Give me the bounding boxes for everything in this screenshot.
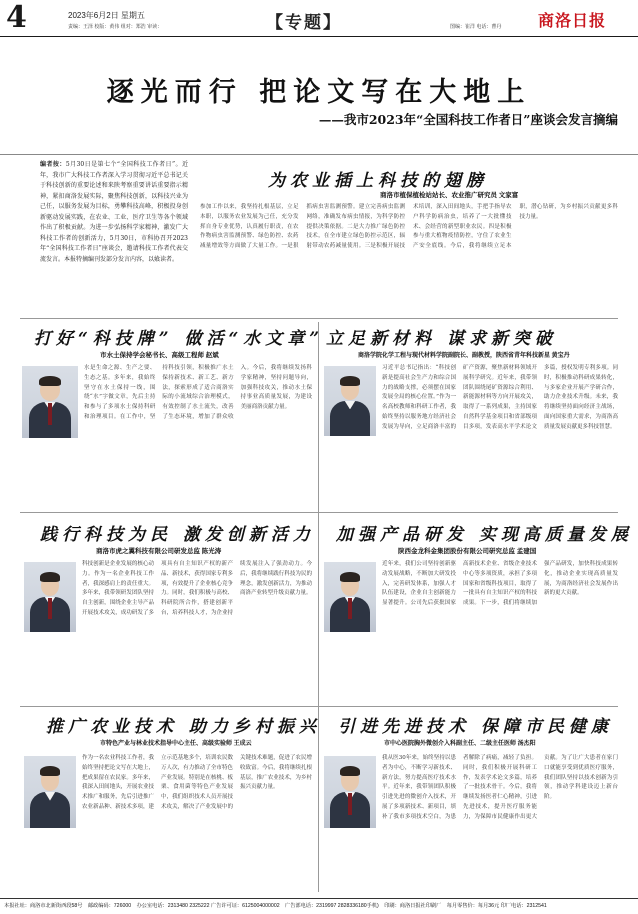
- article-byline: 市水土保持学会秘书长、高级工程师 赵斌: [100, 352, 219, 359]
- article-body: 习近平总书记指出：“科技创新是提高社会生产力和综合国力的战略支撑，必须摆在国家发展全局的核心位置。”作为一名高校教师和科研工作者，我始终坚持以服务地方经济社会发展为导向，立足商洛丰富的矿产资源，聚焦新材料领域开展科学研究。近年来，我带领团队围绕尾矿资源综合利用、新能源材料等方向开展攻关，取得了一系列成果，主持国家自然科学基金项目和省部级项目多项，发表高水平学术论文多篇，授权发明专利多项。同时，积极推动科研成果转化，与多家企业开展产学研合作，助力企业技术升级。未来，我将继续坚持面向经济主战场，面向国家重大需求，为商洛高质量发展贡献更多科技智慧。: [382, 365, 618, 430]
- article-byline: 陕西金龙科金集团股份有限公司研究总监 孟建国: [398, 548, 537, 555]
- footer-ad-phone: 广告部电话：2319997 2828336180手机): [285, 903, 379, 909]
- author-photo: [324, 562, 376, 632]
- page-footer: [0, 898, 638, 914]
- footer-price: 每月零售价：每月36元 印厂电话：2312541: [446, 903, 547, 909]
- article-body: 参加工作以来，我坚持扎根基层，立足本职，以服务农业发展为己任，充分发挥自身专业优势，认真履行职责，在农作物病虫害监测预警、绿色防控、农药减量增效等方面做了大量工作。一是狠抓病虫害监测预警。建立完善病虫监测网络，准确发布病虫情报，为科学防控提供决策依据。二是大力推广绿色防控技术，在全市建立绿色防控示范区，辐射带动农药减量使用。三是积极开展技术培训，深入田间地头，手把手指导农户科学防病治虫，培养了一大批懂技术、会经营的新型职业农民。四是积极参与重大植物疫情防控，守住了农业生产安全底线。今后，我将继续立足本职，潜心钻研，为乡村振兴贡献更多科技力量。: [200, 204, 618, 250]
- editor-note-text: 5月30日是第七个“全国科技工作者日”。近年，我市广大科技工作者深入学习贯彻习近平总书记关于科技创新的重要论述和来陕考察重要讲话重要指示精神，紧扣商洛发展实际，聚焦科技创新，以科技兴业为己任，以服务发展为目标，勇攀科技高峰，积极投身创新驱动发展实践，在农业、工业、医疗卫生等各个领域作出了积极贡献。为进一步弘扬科学家精神，激发广大科技工作者的创新活力，5月30日，市科协召开2023年“全国科技工作者日”座谈会，邀请科技工作者代表交流发言。本报特摘编刊发部分发言内容，以飨读者。: [40, 161, 188, 263]
- article-headline: 引进先进技术 保障市民健康: [338, 717, 613, 737]
- article-byline: 市特色产业与林业技术指导中心主任、高级实验师 王成云: [100, 741, 252, 747]
- page-title: 逐光而行 把论文写在大地上: [106, 77, 532, 108]
- author-photo: [24, 756, 76, 828]
- banner-divider: [0, 154, 638, 155]
- page-header: [0, 0, 638, 37]
- author-photo: [324, 756, 376, 828]
- article-headline: 立足新材料 谋求新突破: [326, 329, 557, 349]
- author-photo: [22, 366, 78, 438]
- article-byline: 市中心医院胸外微创介入科副主任、二级主任医师 汤杰阳: [384, 741, 536, 747]
- article-headline: 推广农业技术 助力乡村振兴: [46, 717, 321, 737]
- page-subtitle: ——我市2023年“全国科技工作者日”座谈会发言摘编: [318, 112, 618, 127]
- article-headline: 为农业插上科技的翅膀: [268, 171, 488, 191]
- author-photo: [324, 366, 376, 436]
- issue-date: 2023年6月2日 星期五: [68, 11, 145, 20]
- staff-credits-right: 图编：崔洋 电话：曹丹: [450, 24, 502, 30]
- article-body: 近年来，我们公司坚持创新驱动发展战略，不断加大研发投入，完善研发体系，加强人才队伍建设，企业自主创新能力显著提升。公司先后获批国家高新技术企业、省级企业技术中心等多项资质，承担了多项国家和省级科技项目，取得了一批具有自主知识产权的科技成果。下一步，我们将继续加强产品研发，加快科技成果转化，推动企业实现高质量发展，为商洛经济社会发展作出新的更大贡献。: [382, 561, 618, 607]
- footer-address: 本报社址：商洛市北新街西段58号: [4, 903, 83, 909]
- editor-note: [40, 160, 188, 312]
- newspaper-logo: 商洛日报: [538, 11, 607, 30]
- footer-printer: 印刷：商洛日报社印刷厂: [384, 903, 442, 909]
- article-body: 我从医30年来，始终坚持以患者为中心，不断学习新技术、新方法，努力提高医疗技术水平。近年来，我带领团队积极引进先进的微创介入技术，开展了多项新技术、新项目，填补了我市多项技术空白，为患者解除了病痛，减轻了负担。同时，我们积极开展科研工作，发表学术论文多篇，培养了一批技术骨干。今后，我将继续发扬医者仁心精神，引进先进技术，提升医疗服务能力，为保障市民健康作出更大贡献。为了让广大患者在家门口就能享受到优质医疗服务，我们团队坚持以技术创新为引领，推动学科建设迈上新台阶。: [382, 755, 618, 820]
- footer-phones: 办公室电话：2313480 2325222 广告许可证：6125004000002: [136, 903, 280, 909]
- section-divider: [20, 318, 618, 319]
- article-body: 科技创新是企业发展的核心动力。作为一名企业科技工作者，我深感肩上的责任重大。多年来，我带领研发团队坚持自主创新，围绕企业主导产品开展技术攻关，成功研发了多项具有自主知识产权的新产品、新技术，获得国家专利多项，有效提升了企业核心竞争力。同时，我们积极与高校、科研院所合作，搭建创新平台，培养科技人才，为企业持续发展注入了强劲动力。今后，我将继续践行科技为民的理念，激发创新活力，为推动商洛产业转型升级贡献力量。: [82, 561, 312, 616]
- article-body: 水是生命之源、生产之要、生态之基。多年来，我始终坚守在水土保持一线，围绕“水”字做文章，先后主持和参与了多项水土保持科研和治理项目。在工作中，坚持科技引领，积极推广水土保持新技术、新工艺、新方法，探索形成了适合商洛实际的小流域综合治理模式，有效控制了水土流失，改善了生态环境，增加了群众收入。今后，我将继续发扬科学家精神，坚持问题导向，加强科技攻关，推动水土保持事业高质量发展，为建设美丽商洛贡献力量。: [84, 365, 312, 420]
- section-divider: [20, 706, 618, 707]
- special-banner: [20, 58, 618, 150]
- article-headline: 践行科技为民 激发创新活力: [40, 525, 315, 545]
- editor-note-label: 编者按：: [40, 161, 66, 168]
- article-headline: 加强产品研发 实现高质量发展: [336, 525, 633, 545]
- author-photo: [24, 562, 76, 632]
- footer-postcode: 邮政编码：726000: [87, 903, 132, 909]
- article-byline: 商洛学院化学工程与现代材料学院副院长、副教授，陕西省青年科技新星 黄宝丹: [358, 353, 570, 359]
- column-divider: [318, 322, 319, 892]
- page-number: 4: [6, 0, 27, 35]
- article-headline: 打好“科技牌” 做活“水文章”: [34, 329, 325, 349]
- section-label: 【专题】: [266, 13, 342, 32]
- staff-credits-left: 责编：王泽 校版：黄伟 组对：郑浩 审读：: [68, 24, 163, 30]
- article-byline: 商洛市虎之翼科技有限公司研发总监 陈光涛: [96, 548, 222, 555]
- section-divider: [20, 512, 618, 513]
- article-body: 作为一名农业科技工作者，我始终坚持把论文写在大地上，把成果留在农民家。多年来，我深入田间地头，开展农业技术推广和服务，先后引进推广农业新品种、新技术多项，建立示范基地多个，培训农民数万人次，有力推动了全市特色产业发展。特别是在核桃、板栗、食用菌等特色产业发展中，我们组织技术人员开展技术攻关，解决了产业发展中的关键技术难题，促进了农民增收致富。今后，我将继续扎根基层，推广农业技术，为乡村振兴贡献力量。: [82, 755, 312, 810]
- article-byline: 商洛市植保植检站站长、农业推广研究员 文家富: [380, 192, 519, 199]
